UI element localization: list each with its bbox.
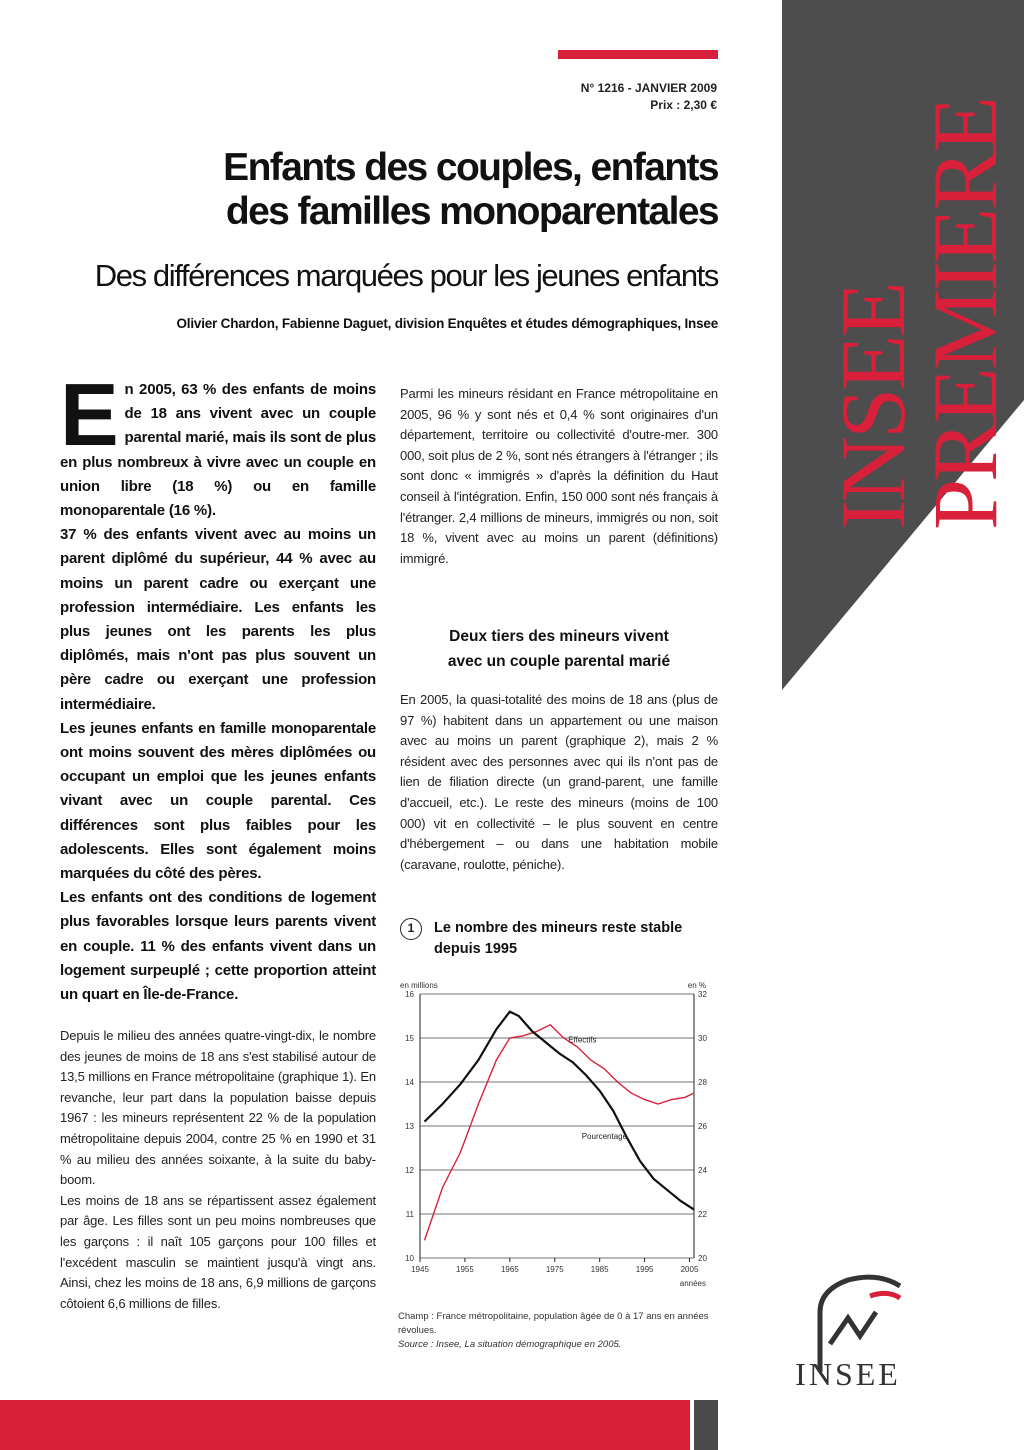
y-left-tick-label: 10: [405, 1254, 414, 1263]
y-left-tick-label: 15: [405, 1034, 414, 1043]
y-left-tick-label: 13: [405, 1122, 414, 1131]
y-right-tick-label: 32: [698, 990, 707, 999]
x-tick-label: 1955: [456, 1265, 474, 1274]
population-chart: [394, 974, 724, 1300]
brand-line-insee: INSEE: [822, 284, 924, 530]
y-left-tick-label: 12: [405, 1166, 414, 1175]
x-tick-label: 1965: [500, 1265, 519, 1274]
title-line-2: des familles monoparentales: [225, 190, 718, 233]
top-accent-rule: [558, 50, 718, 59]
figure-scope: Champ : France métropolitaine, population âgée de 0 à 17 ans en années révolues.: [398, 1311, 709, 1336]
y-left-tick-label: 11: [405, 1210, 414, 1219]
y-right-tick-label: 20: [698, 1254, 707, 1263]
y-left-tick-label: 14: [405, 1078, 414, 1087]
right-body-text: [400, 690, 718, 875]
brand-wordmark: [800, 30, 1020, 550]
article-subtitle: Des différences marquées pour les jeunes enfants: [94, 258, 718, 293]
series-label-effectifs: Effectifs: [568, 1035, 597, 1045]
figure-number: 1: [400, 918, 422, 940]
article-authors: Olivier Chardon, Fabienne Daguet, division Enquêtes et études démographiques, Insee: [176, 316, 718, 331]
y-right-tick-label: 22: [698, 1210, 707, 1219]
x-tick-label: 2005: [680, 1265, 699, 1274]
title-line-1: Enfants des couples, enfants: [223, 146, 718, 189]
x-tick-label: 1995: [635, 1265, 654, 1274]
figure-source: Source : Insee, La situation démographique en 2005.: [398, 1339, 622, 1350]
left-body-text: [60, 1026, 376, 1314]
issue-number: N° 1216 - JANVIER 2009: [580, 81, 717, 95]
brand-line-premiere: PREMIERE: [914, 99, 1016, 530]
insee-logo-text: INSEE: [795, 1356, 901, 1392]
article-title: [78, 146, 718, 234]
y-right-tick-label: 28: [698, 1078, 707, 1087]
x-tick-label: 1975: [545, 1265, 564, 1274]
abstract-paragraph-2: 37 % des enfants vivent avec au moins un parent diplômé du supérieur, 44 % avec au moins un parent cadre ou exerçant une profession intermédiaire. Les enfants les plus jeunes ont les parents les plus diplômés, mais n'ont pas plus souvent un père cadre ou exerçant une profession intermédiaire.: [60, 526, 376, 713]
body-paragraph: Depuis le milieu des années quatre-vingt-dix, le nombre des jeunes de moins de 18 ans s'est stabilisé autour de 13,5 millions en France métropolitaine (graphique 1). En revanche, leur part dans la population baisse depuis 1967 : les mineurs représentent 22 % de la population métropolitaine depuis 2004, contre 25 % en 1990 et 31 % au milieu des années soixante, à la suite du baby-boom.: [60, 1028, 376, 1188]
x-tick-label: 1985: [590, 1265, 609, 1274]
series-line-effectifs: [425, 1025, 695, 1241]
y-left-tick-label: 16: [405, 990, 414, 999]
right-intro-text: [400, 384, 718, 569]
y-left-axis-label: en millions: [400, 981, 438, 990]
abstract: [60, 365, 376, 1007]
section-heading: Deux tiers des mineurs vivent avec un couple parental marié: [447, 628, 671, 670]
y-right-tick-label: 26: [698, 1122, 707, 1131]
x-axis-label: années: [679, 1279, 706, 1288]
abstract-paragraph-4: Les enfants ont des conditions de logement plus favorables lorsque leurs parents vivent en couple. 11 % des enfants vivent dans un logement surpeuplé ; cette proportion atteint un quart en Île-de-France.: [60, 889, 376, 1004]
y-right-tick-label: 30: [698, 1034, 707, 1043]
x-tick-label: 1945: [411, 1265, 429, 1274]
footer-red-bar: [0, 1400, 690, 1450]
issue-price: Prix : 2,30 €: [650, 98, 717, 112]
y-right-tick-label: 24: [698, 1166, 707, 1175]
body-paragraph: Les moins de 18 ans se répartissent assez également par âge. Les filles sont un peu moins nombreuses que les garçons : il naît 105 garçons pour 100 filles et l'excédent masculin se maintient jusqu'à vingt ans. Ainsi, chez les moins de 18 ans, 6,9 millions de garçons côtoient 6,6 millions de filles.: [60, 1192, 376, 1311]
body-paragraph: En 2005, la quasi-totalité des moins de 18 ans (plus de 97 %) habitent dans un appartement ou une maison avec au moins un parent (graphique 2), mais 2 % résident avec des personnes avec qui ils n'ont pas de lien de filiation directe (un grand-parent, une famille d'accueil, etc.). Le reste des mineurs (moins de 100 000) vit en collectivité – le plus souvent en centre d'hébergement – ou dans une habitation mobile (caravane, roulotte, péniche).: [400, 692, 718, 872]
issue-info: [581, 80, 717, 114]
abstract-paragraph-3: Les jeunes enfants en famille monoparentale ont moins souvent des mères diplômées ou occupant un emploi que les jeunes enfants vivant avec un couple parental. Ces différences sont plus faibles pour les adolescents. Elles sont également moins marquées du côté des pères.: [60, 719, 376, 883]
body-paragraph: Parmi les mineurs résidant en France métropolitaine en 2005, 96 % y sont nés et 0,4 % sont originaires d'un département, territoire ou collectivité d'outre-mer. 300 000, soit plus de 2 %, sont nés étrangers à l'étranger ; ils sont donc « immigrés » d'après la définition du Haut conseil à l'intégration. Enfin, 150 000 sont nés français à l'étranger. 2,4 millions de mineurs, immigrés ou non, soit 18 %, vivent avec au moins un parent (définitions) immigré.: [400, 386, 718, 566]
drop-cap: E: [60, 365, 119, 464]
figure-title: Le nombre des mineurs reste stable depuis 1995: [434, 920, 683, 957]
series-label-pourcentage: Pourcentage: [581, 1132, 628, 1142]
y-right-axis-label: en %: [687, 981, 706, 990]
series-line-pourcentage: [425, 1012, 695, 1210]
figure-notes: [398, 1310, 720, 1352]
footer-gray-bar: [694, 1400, 718, 1450]
abstract-paragraph-1: En 2005, 63 % des enfants de moins de 18 ans vivent avec un couple parental marié, mais ils sont de plus en plus nombreux à vivre avec un couple en union libre (18 %) ou en famille monoparentale (16 %).: [60, 365, 376, 520]
